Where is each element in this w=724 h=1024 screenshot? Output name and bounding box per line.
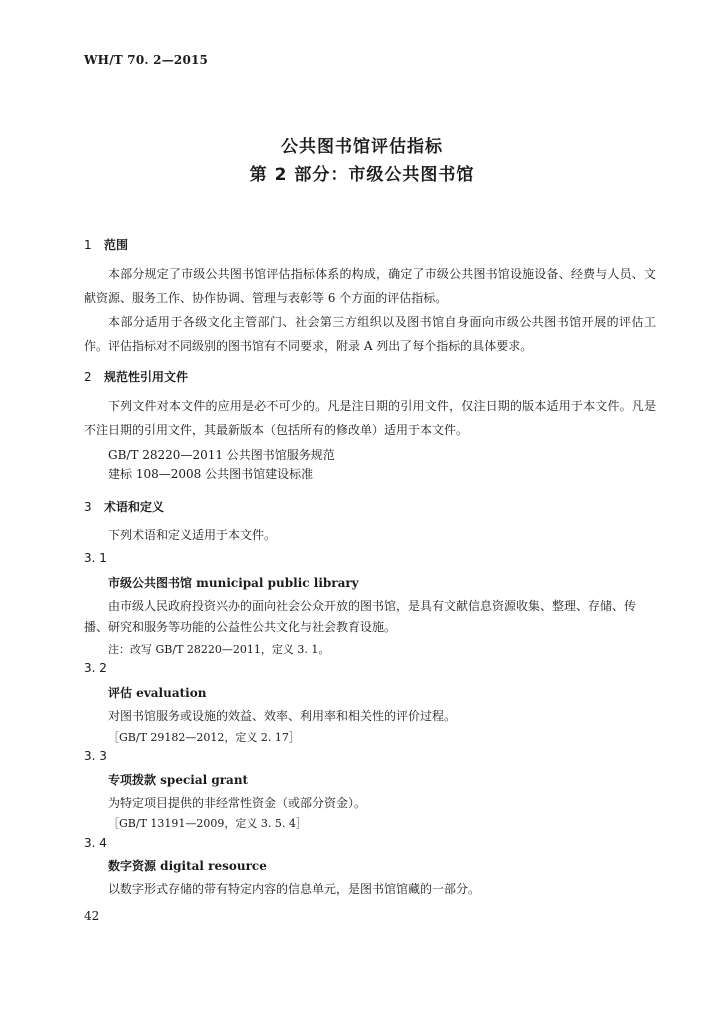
term-title: 市级公共图书馆 municipal public library	[108, 576, 359, 590]
reference-item: GB/T 28220—2011 公共图书馆服务规范	[108, 448, 335, 462]
section-number: 2	[84, 370, 92, 384]
term-title: 数字资源 digital resource	[108, 859, 267, 873]
document-subtitle: 第 2 部分：市级公共图书馆	[249, 165, 475, 185]
section-title: 术语和定义	[104, 500, 165, 514]
section-heading-terms	[84, 498, 164, 515]
section-number: 1	[84, 238, 92, 252]
term-definition: 对图书馆服务或设施的效益、效率、利用率和相关性的评价过程。	[108, 709, 457, 723]
section-heading-normative-references	[84, 368, 188, 385]
section-heading-scope	[84, 236, 128, 253]
terms-intro: 下列术语和定义适用于本文件。	[108, 528, 277, 542]
term-number: 3. 4	[84, 836, 107, 850]
term-source: ［GB/T 29182—2012，定义 2. 17］	[108, 731, 300, 744]
term-title: 评估 evaluation	[108, 686, 207, 700]
term-definition: 以数字形式存储的带有特定内容的信息单元，是图书馆馆藏的一部分。	[108, 882, 481, 896]
term-source: ［GB/T 13191—2009，定义 3. 5. 4］	[108, 817, 307, 830]
term-title: 专项拨款 special grant	[108, 773, 249, 787]
page-number: 42	[84, 909, 100, 923]
term-note: 注：改写 GB/T 28220—2011，定义 3. 1。	[108, 643, 330, 656]
term-number: 3. 3	[84, 749, 107, 763]
section-title: 规范性引用文件	[104, 370, 189, 384]
scope-paragraph-1: 本部分规定了市级公共图书馆评估指标体系的构成，确定了市级公共图书馆设施设备、经费与人员、文献资源、服务工作、协作协调、管理与表彰等 6 个方面的评估指标。	[84, 267, 656, 305]
standard-code: WH/T 70. 2—2015	[84, 53, 209, 67]
references-paragraph: 下列文件对本文件的应用是必不可少的。凡是注日期的引用文件，仅注日期的版本适用于本文件。凡是不注日期的引用文件，其最新版本（包括所有的修改单）适用于本文件。	[84, 399, 656, 437]
section-title: 范围	[104, 238, 129, 252]
section-number: 3	[84, 500, 92, 514]
term-number: 3. 1	[84, 551, 107, 565]
term-definition-continued: 播、研究和服务等功能的公益性公共文化与社会教育设施。	[84, 620, 397, 634]
scope-paragraph-2: 本部分适用于各级文化主管部门、社会第三方组织以及图书馆自身面向市级公共图书馆开展的评估工作。评估指标对不同级别的图书馆有不同要求，附录 A 列出了每个指标的具体要求。	[84, 315, 656, 353]
term-number: 3. 2	[84, 661, 107, 675]
term-definition: 由市级人民政府投资兴办的面向社会公众开放的图书馆，是具有文献信息资源收集、整理、存储、传	[108, 599, 637, 613]
term-definition: 为特定项目提供的非经常性资金（或部分资金）。	[108, 796, 367, 810]
document-title: 公共图书馆评估指标	[281, 137, 443, 157]
reference-item: 建标 108—2008 公共图书馆建设标准	[108, 467, 314, 481]
